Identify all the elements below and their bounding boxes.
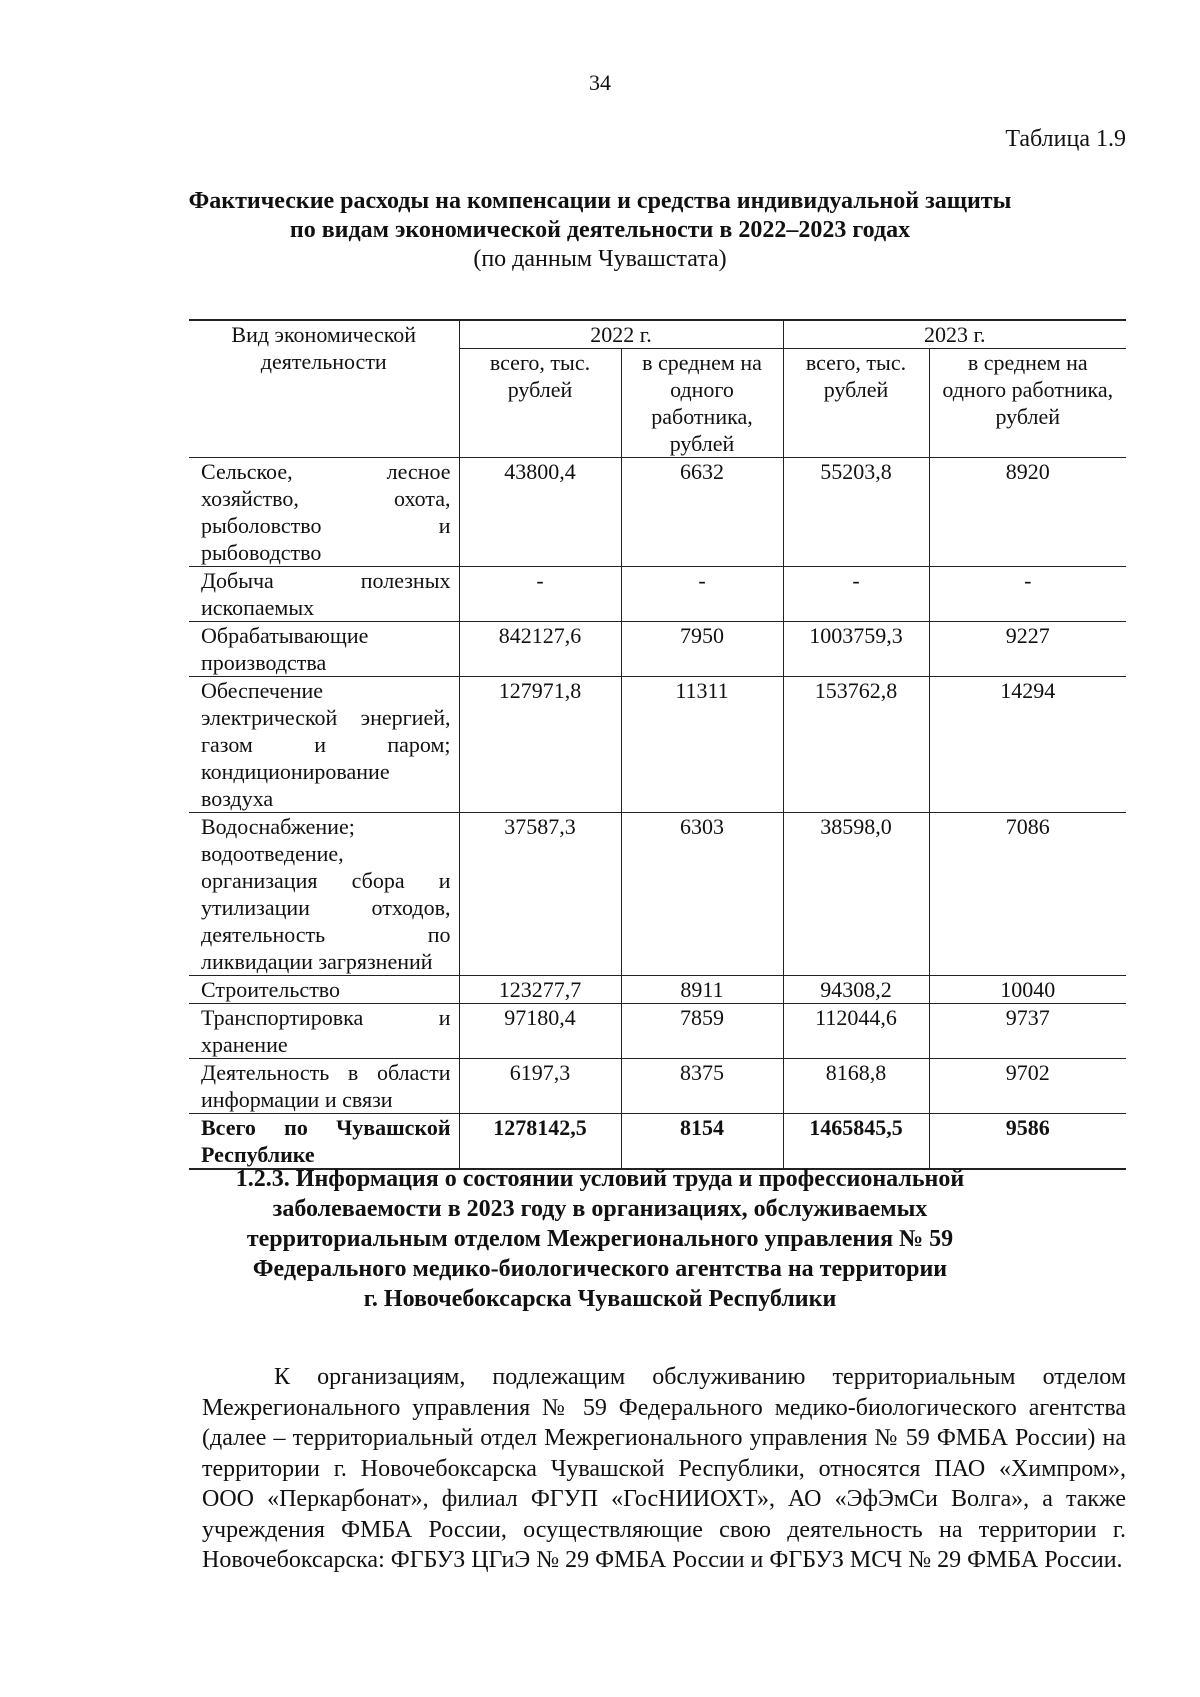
expenses-table	[189, 319, 1126, 1170]
header-2023-total: всего, тыс. рублей	[783, 349, 929, 458]
section-heading-line: Федерального медико-биологического агентства на территории	[252, 1256, 948, 1282]
table-row-total	[189, 1114, 1126, 1170]
row-activity: Обрабатывающие производства	[189, 622, 459, 677]
table-label: Таблица 1.9	[1005, 126, 1126, 152]
row-2023-total: 153762,8	[783, 677, 929, 813]
row-2023-per-worker: 9586	[929, 1114, 1126, 1170]
row-2023-per-worker: 7086	[929, 813, 1126, 976]
table-title-line-2: по видам экономической деятельности в 2022–2023 годах	[289, 217, 911, 243]
row-2023-total: 94308,2	[783, 976, 929, 1004]
row-2022-per-worker: 6632	[621, 458, 783, 567]
row-2022-per-worker: 8375	[621, 1059, 783, 1114]
row-2022-total: 127971,8	[459, 677, 621, 813]
row-activity: Обеспечение электрической энергией, газом и паром; кондиционирование воздуха	[189, 677, 459, 813]
header-2022-per-worker: в среднем на одного работника, рублей	[621, 349, 783, 458]
row-2022-per-worker: 7859	[621, 1004, 783, 1059]
row-2022-per-worker: 6303	[621, 813, 783, 976]
row-activity: Водоснабжение; водоотведение, организация сбора и утилизации отходов, деятельность по ликвидации загрязнений	[189, 813, 459, 976]
row-2023-per-worker: 8920	[929, 458, 1126, 567]
section-heading-line: территориальным отделом Межрегионального управления № 59	[246, 1226, 954, 1252]
row-2022-total: 123277,7	[459, 976, 621, 1004]
row-2023-per-worker: 9737	[929, 1004, 1126, 1059]
row-2022-per-worker: 8154	[621, 1114, 783, 1170]
section-heading-line: 1.2.3. Информация о состоянии условий труда и профессиональной	[235, 1166, 965, 1192]
table-title-line-1: Фактические расходы на компенсации и средства индивидуальной защиты	[188, 188, 1012, 214]
page-number: 34	[589, 70, 611, 95]
row-2023-total: 1003759,3	[783, 622, 929, 677]
row-activity: Транспортировка и хранение	[189, 1004, 459, 1059]
header-2023-per-worker: в среднем на одного работника, рублей	[929, 349, 1126, 458]
row-2023-per-worker: 9702	[929, 1059, 1126, 1114]
row-2023-total: 1465845,5	[783, 1114, 929, 1170]
row-2023-per-worker: -	[929, 567, 1126, 622]
table-row	[189, 567, 1126, 622]
row-2023-total: 38598,0	[783, 813, 929, 976]
section-heading-line: г. Новочебоксарска Чувашской Республики	[363, 1286, 837, 1312]
row-2022-per-worker: 11311	[621, 677, 783, 813]
header-2022-total: всего, тыс. рублей	[459, 349, 621, 458]
header-year-2023: 2023 г.	[783, 320, 1126, 349]
table-title	[170, 187, 1030, 274]
table-row	[189, 1004, 1126, 1059]
row-2023-total: 112044,6	[783, 1004, 929, 1059]
row-2023-total: 8168,8	[783, 1059, 929, 1114]
row-2022-total: -	[459, 567, 621, 622]
row-activity: Добыча полезных ископаемых	[189, 567, 459, 622]
row-2022-total: 6197,3	[459, 1059, 621, 1114]
table-row	[189, 622, 1126, 677]
row-activity: Всего по Чувашской Республике	[189, 1114, 459, 1170]
row-activity: Деятельность в области информации и связи	[189, 1059, 459, 1114]
row-2022-total: 37587,3	[459, 813, 621, 976]
row-2023-per-worker: 14294	[929, 677, 1126, 813]
row-2023-per-worker: 10040	[929, 976, 1126, 1004]
row-2022-total: 97180,4	[459, 1004, 621, 1059]
section-heading-line: заболеваемости в 2023 году в организациях, обслуживаемых	[272, 1196, 928, 1222]
row-activity: Сельское, лесное хозяйство, охота, рыболовство и рыбоводство	[189, 458, 459, 567]
row-2022-per-worker: -	[621, 567, 783, 622]
row-2022-per-worker: 7950	[621, 622, 783, 677]
row-2022-per-worker: 8911	[621, 976, 783, 1004]
row-2023-total: -	[783, 567, 929, 622]
section-heading	[170, 1164, 1030, 1314]
row-2023-total: 55203,8	[783, 458, 929, 567]
table-row	[189, 458, 1126, 567]
header-year-2022: 2022 г.	[459, 320, 783, 349]
table-source-note: (по данным Чувашстата)	[473, 246, 727, 272]
table-row	[189, 976, 1126, 1004]
row-2022-total: 842127,6	[459, 622, 621, 677]
body-paragraph: К организациям, подлежащим обслуживанию территориальным отделом Межрегионального управления № 59 Федерального медико-биологического агентства (далее – территориальный отдел Межрегионального управления № 59 ФМБА России) на территории г. Новочебоксарска Чувашской Республики, относятся ПАО «Химпром», ООО «Перкарбонат», филиал ФГУП «ГосНИИОХТ», АО «ЭфЭмСи Волга», а также учреждения ФМБА России, осуществляющие свою деятельность на территории г. Новочебоксарска: ФГБУЗ ЦГиЭ № 29 ФМБА России и ФГБУЗ МСЧ № 29 ФМБА России.	[202, 1364, 1126, 1573]
table-row	[189, 677, 1126, 813]
row-2023-per-worker: 9227	[929, 622, 1126, 677]
row-2022-total: 1278142,5	[459, 1114, 621, 1170]
header-activity: Вид экономической деятельности	[189, 320, 459, 458]
row-activity: Строительство	[189, 976, 459, 1004]
table-row	[189, 813, 1126, 976]
table-row	[189, 1059, 1126, 1114]
row-2022-total: 43800,4	[459, 458, 621, 567]
